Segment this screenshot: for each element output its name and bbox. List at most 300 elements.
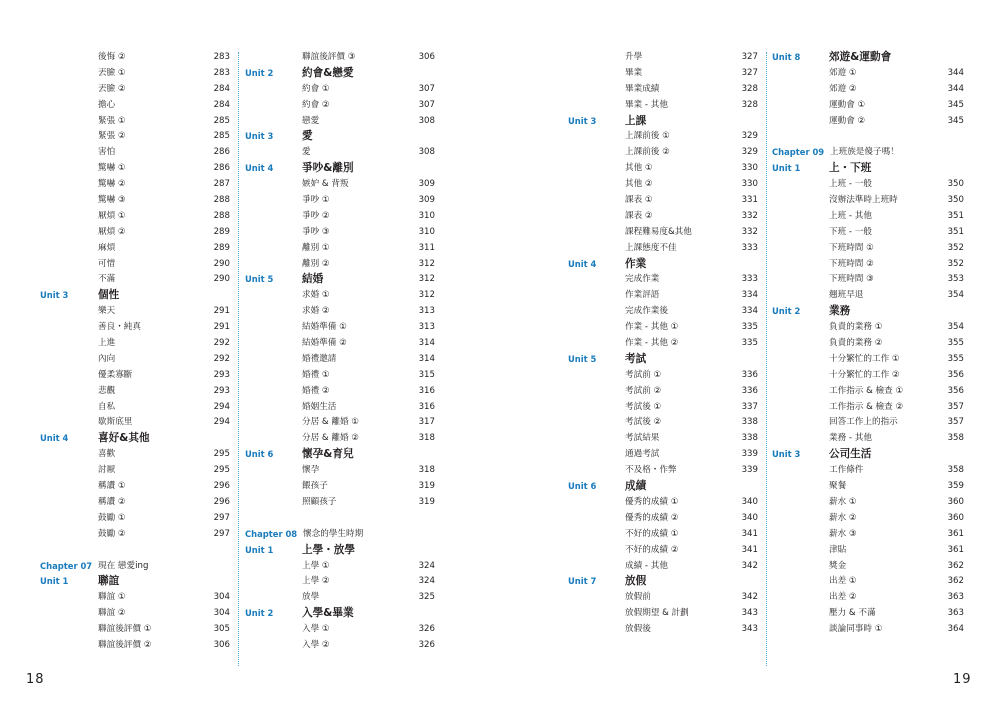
spacer (245, 511, 437, 527)
entry-page-number: 334 (741, 290, 758, 301)
entry-title: 婚禮邀請 (302, 353, 337, 364)
entry-title: 麻煩 (98, 242, 116, 253)
toc-entry (772, 543, 964, 559)
entry-page-number: 338 (741, 433, 758, 444)
toc-entry (568, 320, 760, 336)
entry-page-number: 283 (213, 67, 230, 78)
entry-title: 成績 (625, 480, 647, 493)
unit-label: Unit 2 (245, 67, 274, 78)
entry-page-number: 295 (213, 465, 230, 476)
entry-page-number: 289 (213, 242, 230, 253)
toc-entry (772, 209, 964, 225)
toc-entry (772, 384, 964, 400)
entry-title: 戀愛 (302, 115, 320, 126)
entry-page-number: 344 (947, 83, 964, 94)
entry-page-number: 287 (213, 179, 230, 190)
toc-entry (772, 559, 964, 575)
entry-title: 津貼 (829, 544, 847, 555)
toc-entry (245, 415, 437, 431)
toc-entry (772, 82, 964, 98)
entry-page-number: 361 (947, 544, 964, 555)
toc-entry (772, 98, 964, 114)
entry-title: 考試前 ① (625, 369, 662, 380)
entry-page-number: 356 (947, 385, 964, 396)
toc-column-2 (245, 50, 437, 654)
toc-entry (568, 368, 760, 384)
entry-page-number: 316 (418, 385, 435, 396)
toc-entry (568, 431, 760, 447)
entry-title: 約會&戀愛 (302, 66, 354, 79)
entry-title: 懷孕 (302, 465, 320, 476)
toc-entry (568, 82, 760, 98)
unit-label: Unit 1 (245, 544, 274, 555)
entry-page-number: 285 (213, 131, 230, 142)
toc-entry (245, 384, 437, 400)
toc-entry (40, 320, 232, 336)
entry-title: 丟臉 ① (98, 67, 126, 78)
unit-heading (40, 288, 232, 304)
chapter-label: Chapter 09 (772, 147, 825, 158)
entry-title: 離別 ② (302, 258, 330, 269)
entry-page-number: 326 (418, 624, 435, 635)
toc-entry (772, 400, 964, 416)
toc-entry (772, 415, 964, 431)
entry-page-number: 327 (741, 67, 758, 78)
entry-title: 不滿 (98, 274, 116, 285)
entry-page-number: 296 (213, 496, 230, 507)
unit-heading (568, 479, 760, 495)
entry-page-number: 335 (741, 322, 758, 333)
toc-entry (568, 511, 760, 527)
entry-page-number: 353 (947, 274, 964, 285)
entry-page-number: 296 (213, 481, 230, 492)
unit-label: Unit 2 (245, 608, 274, 619)
entry-page-number: 340 (741, 512, 758, 523)
toc-entry (40, 447, 232, 463)
entry-page-number: 332 (741, 226, 758, 237)
entry-title: 壓力 & 不滿 (829, 608, 876, 619)
unit-label: Unit 4 (40, 433, 69, 444)
toc-entry (40, 336, 232, 352)
toc-entry (245, 50, 437, 66)
entry-title: 郊遊 ① (829, 67, 857, 78)
unit-heading (245, 543, 437, 559)
entry-title: 運動會 ① (829, 99, 866, 110)
toc-entry (245, 288, 437, 304)
toc-entry (568, 304, 760, 320)
entry-page-number: 340 (741, 496, 758, 507)
entry-page-number: 350 (947, 195, 964, 206)
entry-title: 上課前後 ① (625, 131, 670, 142)
entry-page-number: 336 (741, 369, 758, 380)
entry-title: 優秀的成績 ② (625, 512, 679, 523)
toc-entry (245, 177, 437, 193)
entry-page-number: 294 (213, 417, 230, 428)
entry-title: 嫉妒 & 背叛 (302, 179, 349, 190)
entry-page-number: 319 (418, 496, 435, 507)
entry-title: 聯誼後評價 ③ (302, 52, 356, 62)
entry-title: 放假前 (625, 592, 651, 603)
toc-entry (772, 463, 964, 479)
chapter-label: Chapter 07 (40, 560, 93, 571)
chapter-heading (245, 527, 437, 543)
entry-page-number: 351 (947, 210, 964, 221)
entry-page-number: 360 (947, 512, 964, 523)
entry-page-number: 310 (418, 226, 435, 237)
toc-entry (568, 622, 760, 638)
toc-entry (40, 66, 232, 82)
toc-entry (568, 98, 760, 114)
entry-title: 求婚 ① (302, 290, 330, 301)
entry-title: 約會 ① (302, 83, 330, 94)
toc-entry (568, 50, 760, 66)
toc-entry (40, 241, 232, 257)
entry-title: 課表 ② (625, 210, 653, 221)
entry-page-number: 314 (418, 338, 435, 349)
toc-entry (568, 193, 760, 209)
toc-entry (245, 431, 437, 447)
entry-title: 鼓勵 ① (98, 512, 126, 523)
toc-entry (568, 447, 760, 463)
toc-column-4 (772, 50, 964, 638)
entry-title: 爭吵 ③ (302, 226, 330, 237)
unit-label: Unit 4 (245, 163, 274, 174)
toc-entry (40, 98, 232, 114)
entry-title: 驚嚇 ③ (98, 195, 126, 206)
entry-title: 上班 - 其他 (829, 210, 872, 221)
entry-page-number: 308 (418, 147, 435, 158)
entry-title: 通過考試 (625, 449, 660, 460)
entry-title: 入學&畢業 (302, 607, 354, 620)
entry-title: 完成作業 (625, 274, 660, 285)
entry-title: 驚嚇 ② (98, 179, 126, 190)
toc-entry (568, 463, 760, 479)
entry-title: 下班 - 一般 (829, 226, 872, 237)
toc-entry (772, 574, 964, 590)
unit-label: Unit 1 (772, 163, 801, 174)
entry-page-number: 345 (947, 115, 964, 126)
entry-title: 談論同事時 ① (829, 624, 883, 635)
entry-page-number: 327 (741, 52, 758, 62)
entry-title: 出差 ① (829, 576, 857, 587)
entry-page-number: 289 (213, 226, 230, 237)
entry-title: 作業 - 其他 ② (625, 338, 679, 349)
entry-title: 喜好&其他 (98, 432, 150, 445)
entry-title: 出差 ② (829, 592, 857, 603)
entry-title: 考試 (625, 352, 647, 365)
entry-title: 聯誼 ① (98, 592, 126, 603)
entry-page-number: 328 (741, 83, 758, 94)
toc-entry (568, 145, 760, 161)
entry-title: 薪水 ③ (829, 528, 857, 539)
entry-page-number: 328 (741, 99, 758, 110)
entry-title: 婚禮 ② (302, 385, 330, 396)
entry-page-number: 291 (213, 322, 230, 333)
entry-title: 作業 (625, 257, 647, 270)
entry-page-number: 307 (418, 99, 435, 110)
entry-title: 畢業 (625, 67, 643, 78)
toc-entry (40, 606, 232, 622)
toc-entry (772, 431, 964, 447)
entry-title: 業務 - 其他 (829, 433, 872, 444)
entry-title: 喜歡 (98, 449, 116, 460)
toc-entry (772, 368, 964, 384)
entry-page-number: 312 (418, 274, 435, 285)
entry-title: 郊遊&運動會 (829, 51, 892, 63)
chapter-heading (772, 145, 964, 161)
chapter-heading (40, 559, 232, 575)
entry-title: 郊遊 ② (829, 83, 857, 94)
entry-page-number: 356 (947, 369, 964, 380)
entry-title: 上學 ② (302, 576, 330, 587)
entry-page-number: 331 (741, 195, 758, 206)
entry-title: 婚禮 ① (302, 369, 330, 380)
toc-entry (772, 66, 964, 82)
toc-entry (772, 225, 964, 241)
entry-title: 十分繁忙的工作 ① (829, 353, 900, 364)
toc-entry (245, 400, 437, 416)
toc-entry (40, 400, 232, 416)
toc-entry (245, 479, 437, 495)
entry-page-number: 341 (741, 544, 758, 555)
entry-page-number: 318 (418, 465, 435, 476)
toc-entry (772, 527, 964, 543)
toc-entry (40, 511, 232, 527)
unit-label: Unit 5 (568, 353, 597, 364)
toc-entry (772, 177, 964, 193)
entry-title: 緊張 ① (98, 115, 126, 126)
toc-entry (245, 495, 437, 511)
toc-entry (40, 161, 232, 177)
entry-title: 上進 (98, 338, 116, 349)
entry-title: 獎金 (829, 560, 847, 571)
entry-page-number: 335 (741, 338, 758, 349)
entry-page-number: 336 (741, 385, 758, 396)
entry-title: 歇斯底里 (98, 417, 133, 428)
entry-title: 厭煩 ① (98, 210, 126, 221)
toc-entry (772, 352, 964, 368)
toc-entry (40, 193, 232, 209)
entry-page-number: 308 (418, 115, 435, 126)
entry-title: 結婚準備 ① (302, 322, 347, 333)
entry-title: 業務 (829, 305, 851, 318)
unit-heading (568, 114, 760, 130)
entry-title: 分居 & 離婚 ② (302, 433, 359, 444)
entry-title: 厭煩 ② (98, 226, 126, 237)
entry-title: 鼓勵 ② (98, 528, 126, 539)
entry-title: 聯誼後評價 ② (98, 639, 152, 650)
unit-label: Unit 3 (568, 115, 597, 126)
entry-page-number: 307 (418, 83, 435, 94)
entry-page-number: 290 (213, 258, 230, 269)
entry-title: 成績 - 其他 (625, 560, 668, 571)
entry-title: 入學 ① (302, 624, 330, 635)
entry-title: 放假 (625, 575, 647, 588)
unit-heading (245, 66, 437, 82)
unit-label: Unit 3 (40, 290, 69, 301)
entry-title: 上學・放學 (302, 543, 355, 556)
entry-page-number: 306 (213, 639, 230, 650)
toc-entry (40, 225, 232, 241)
toc-entry (772, 257, 964, 273)
entry-page-number: 339 (741, 465, 758, 476)
entry-page-number: 343 (741, 608, 758, 619)
unit-label: Unit 5 (245, 274, 274, 285)
entry-page-number: 364 (947, 624, 964, 635)
toc-entry (772, 320, 964, 336)
toc-entry (245, 638, 437, 654)
entry-title: 負責的業務 ① (829, 322, 883, 333)
toc-entry (772, 479, 964, 495)
entry-page-number: 306 (418, 52, 435, 62)
toc-entry (568, 495, 760, 511)
entry-title: 聯誼 ② (98, 608, 126, 619)
entry-title: 緊張 ② (98, 131, 126, 142)
unit-label: Unit 6 (568, 481, 597, 492)
entry-title: 考試後 ① (625, 401, 662, 412)
toc-entry (772, 288, 964, 304)
entry-title: 善良・純真 (98, 322, 141, 333)
entry-page-number: 362 (947, 576, 964, 587)
entry-page-number: 312 (418, 290, 435, 301)
entry-title: 不及格・作弊 (625, 465, 677, 476)
toc-entry (568, 161, 760, 177)
entry-page-number: 297 (213, 528, 230, 539)
entry-title: 優柔寡斷 (98, 369, 133, 380)
entry-page-number: 362 (947, 560, 964, 571)
unit-heading (245, 161, 437, 177)
entry-title: 畢業 - 其他 (625, 99, 668, 110)
toc-entry (245, 368, 437, 384)
entry-page-number: 316 (418, 401, 435, 412)
entry-page-number: 352 (947, 258, 964, 269)
entry-title: 上課 (625, 114, 647, 127)
toc-entry (772, 606, 964, 622)
toc-entry (245, 98, 437, 114)
unit-label: Unit 4 (568, 258, 597, 269)
toc-entry (568, 177, 760, 193)
entry-title: 下班時間 ① (829, 242, 874, 253)
entry-title: 工作條件 (829, 465, 864, 476)
unit-label: Unit 3 (772, 449, 801, 460)
toc-entry (772, 272, 964, 288)
entry-title: 沒辦法準時上班時 (829, 195, 898, 206)
toc-entry (40, 129, 232, 145)
toc-entry (245, 590, 437, 606)
toc-column-3 (568, 50, 760, 638)
unit-label: Unit 7 (568, 576, 597, 587)
unit-label: Unit 6 (245, 449, 274, 460)
entry-title: 後悔 ② (98, 52, 126, 62)
entry-title: 放學 (302, 592, 320, 603)
entry-title: 擔心 (98, 99, 116, 110)
entry-title: 上班族是傻子嗎！ (830, 147, 899, 158)
entry-page-number: 292 (213, 338, 230, 349)
entry-title: 聯誼 (98, 575, 120, 588)
toc-entry (245, 209, 437, 225)
entry-page-number: 318 (418, 433, 435, 444)
entry-title: 爭吵 ② (302, 210, 330, 221)
entry-page-number: 312 (418, 258, 435, 269)
unit-heading (772, 50, 964, 66)
toc-entry (772, 590, 964, 606)
entry-title: 稱讚 ② (98, 496, 126, 507)
entry-page-number: 325 (418, 592, 435, 603)
entry-page-number: 304 (213, 592, 230, 603)
entry-title: 作業 - 其他 ① (625, 322, 679, 333)
toc-entry (568, 400, 760, 416)
entry-title: 結婚準備 ② (302, 338, 347, 349)
entry-page-number: 355 (947, 338, 964, 349)
entry-title: 優秀的成績 ① (625, 496, 679, 507)
entry-page-number: 357 (947, 417, 964, 428)
entry-title: 害怕 (98, 147, 116, 158)
toc-entry (245, 82, 437, 98)
entry-title: 上・下班 (829, 162, 872, 175)
entry-page-number: 315 (418, 369, 435, 380)
toc-entry (245, 336, 437, 352)
entry-title: 照顧孩子 (302, 496, 337, 507)
toc-entry (245, 304, 437, 320)
entry-title: 上學 ① (302, 560, 330, 571)
entry-page-number: 291 (213, 306, 230, 317)
entry-page-number: 313 (418, 322, 435, 333)
entry-page-number: 354 (947, 322, 964, 333)
toc-entry (40, 82, 232, 98)
entry-page-number: 332 (741, 210, 758, 221)
entry-title: 懷念的學生時期 (303, 528, 364, 539)
toc-entry (40, 415, 232, 431)
entry-page-number: 295 (213, 449, 230, 460)
entry-title: 下班時間 ③ (829, 274, 874, 285)
toc-entry (245, 463, 437, 479)
entry-page-number: 359 (947, 481, 964, 492)
entry-title: 運動會 ② (829, 115, 866, 126)
toc-entry (772, 114, 964, 130)
entry-title: 悲觀 (98, 385, 116, 396)
entry-title: 愛 (302, 130, 313, 143)
toc-entry (568, 129, 760, 145)
toc-entry (40, 463, 232, 479)
entry-page-number: 333 (741, 274, 758, 285)
entry-page-number: 294 (213, 401, 230, 412)
toc-entry (772, 622, 964, 638)
entry-page-number: 310 (418, 210, 435, 221)
toc-entry (40, 384, 232, 400)
toc-entry (568, 225, 760, 241)
toc-entry (568, 272, 760, 288)
unit-label: Unit 3 (245, 131, 274, 142)
entry-title: 回答工作上的指示 (829, 417, 898, 428)
entry-page-number: 363 (947, 592, 964, 603)
entry-page-number: 338 (741, 417, 758, 428)
entry-page-number: 288 (213, 195, 230, 206)
entry-title: 不好的成績 ② (625, 544, 679, 555)
unit-heading (245, 129, 437, 145)
toc-entry (245, 559, 437, 575)
toc-entry (568, 209, 760, 225)
entry-title: 負責的業務 ② (829, 338, 883, 349)
entry-page-number: 326 (418, 639, 435, 650)
toc-entry (245, 225, 437, 241)
entry-page-number: 351 (947, 226, 964, 237)
toc-entry (772, 241, 964, 257)
entry-title: 翹班早退 (829, 290, 864, 301)
toc-entry (568, 415, 760, 431)
entry-title: 內向 (98, 353, 116, 364)
entry-page-number: 285 (213, 115, 230, 126)
entry-title: 個性 (98, 289, 120, 302)
